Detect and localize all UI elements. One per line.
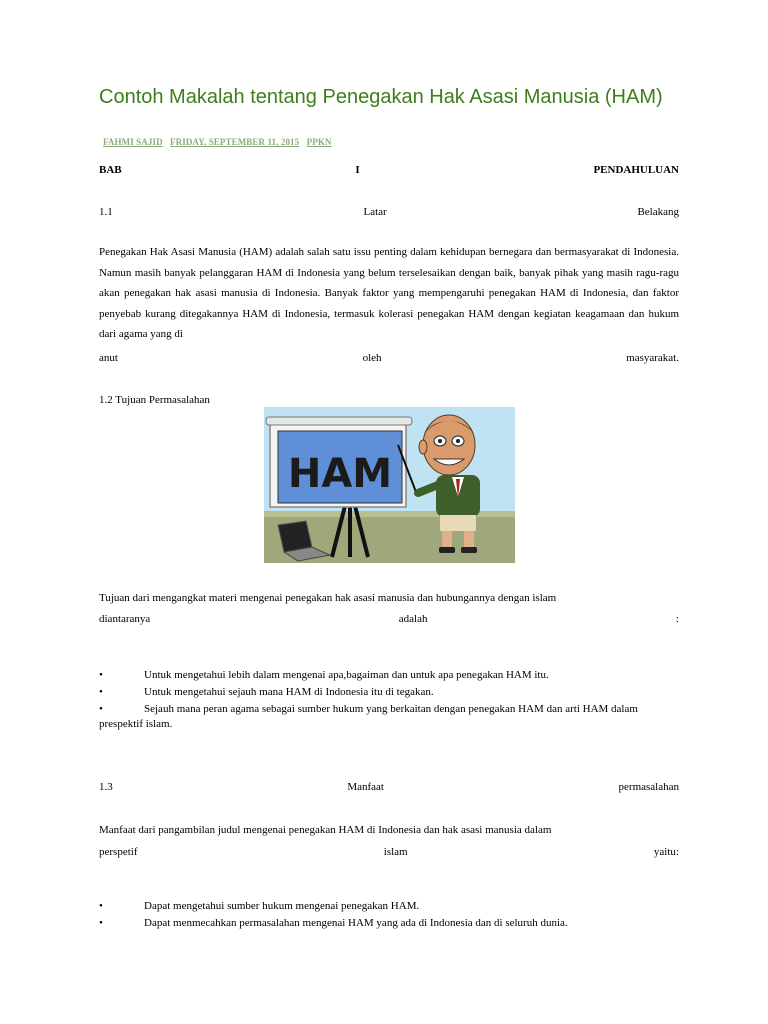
section-3-word-2: Manfaat <box>347 781 384 793</box>
paragraph-goal-last-line <box>99 612 679 626</box>
character-shoe-left <box>439 547 455 553</box>
section-1-word-1: 1.1 <box>99 206 113 218</box>
bullet-icon: • <box>99 685 103 698</box>
character-pupil-left <box>438 439 442 443</box>
bullet-icon: • <box>99 669 103 681</box>
list-item-text: Sejauh mana peran agama sebagai sumber hukum yang berkaitan dengan penegakan HAM dan arti HAM dalam prespektif islam. <box>99 702 638 730</box>
character-ear <box>419 440 427 454</box>
author-link[interactable]: FAHMI SAJID <box>103 137 163 147</box>
paragraph-goal-text: Tujuan dari mengangkat materi mengenai penegakan hak asasi manusia dan hubungannya dengan islam <box>99 592 557 604</box>
character-shoe-right <box>461 547 477 553</box>
post-meta <box>103 137 337 147</box>
board-text: HAM <box>287 451 393 497</box>
paragraph-benefit-last-line <box>99 845 679 859</box>
list-item-text: Dapat menmecahkan permasalahan mengenai HAM yang ada di Indonesia dan di seluruh dunia. <box>144 916 568 929</box>
benefit-bullet-list <box>99 899 679 933</box>
chapter-word-2: I <box>355 164 360 176</box>
goal-last-word-2: adalah <box>398 613 428 625</box>
list-item-text: Untuk mengetahui lebih dalam mengenai apa,bagaiman dan untuk apa penegakan HAM itu. <box>144 669 549 681</box>
character-leg-right <box>464 531 474 549</box>
section-heading-1-1 <box>99 205 679 219</box>
date-link[interactable]: FRIDAY, SEPTEMBER 11, 2015 <box>170 137 300 147</box>
goal-last-word-1: diantaranya <box>99 613 151 625</box>
character-shorts <box>440 515 476 531</box>
last-word-1: anut <box>99 352 118 364</box>
chapter-word-1: BAB <box>99 164 122 176</box>
section-1-word-3: Belakang <box>637 206 679 218</box>
list-item <box>99 899 679 914</box>
list-item <box>99 702 679 732</box>
chapter-word-3: PENDAHULUAN <box>593 164 679 176</box>
ham-illustration-svg <box>264 407 515 563</box>
paragraph-background-last-line <box>99 351 679 365</box>
list-item <box>99 685 679 700</box>
paragraph-goal <box>99 591 679 605</box>
chapter-heading <box>99 163 679 177</box>
section-3-word-3: permasalahan <box>618 781 679 793</box>
bullet-icon: • <box>99 702 103 715</box>
paragraph-benefit-text: Manfaat dari pangambilan judul mengenai penegakan HAM di Indonesia dan hak asasi manusia dalam <box>99 824 552 836</box>
goal-last-word-3: : <box>675 613 679 625</box>
benefit-last-word-3: yaitu: <box>653 846 679 858</box>
section-heading-1-2: 1.2 Tujuan Permasalahan <box>99 394 210 406</box>
bullet-icon: • <box>99 900 103 912</box>
goal-bullet-list <box>99 668 679 733</box>
list-item-text: Untuk mengetahui sejauh mana HAM di Indonesia itu di tegakan. <box>144 685 434 698</box>
list-item-text: Dapat mengetahui sumber hukum mengenai penegakan HAM. <box>144 900 420 912</box>
category-link[interactable]: PPKN <box>306 137 332 147</box>
character-leg-left <box>442 531 452 549</box>
character-pupil-right <box>456 439 460 443</box>
whiteboard-roller <box>266 417 412 425</box>
benefit-last-word-1: perspetif <box>99 846 138 858</box>
paragraph-benefit <box>99 823 679 837</box>
ham-illustration <box>264 407 515 563</box>
list-item <box>99 668 679 683</box>
section-3-word-1: 1.3 <box>99 781 113 793</box>
character-head <box>423 415 475 475</box>
bullet-icon: • <box>99 916 103 929</box>
section-1-word-2: Latar <box>363 206 387 218</box>
paragraph-background: Penegakan Hak Asasi Manusia (HAM) adalah salah satu issu penting dalam kehidupan bernegara dan bermasyarakat di Indonesia. Namun masih banyak pelanggaran HAM di Indonesia yang belum terselesaikan dengan baik, banyak pihak yang masih ragu-ragu akan penegakan hak asasi manusia di Indonesia. Banyak faktor yang mempengaruhi penegakan HAM di Indonesia, dan faktor penyebab kurang ditegakannya HAM di Indonesia, termasuk kolerasi penegakan HAM dengan kegiatan keagamaan dan hukum dari agama yang di <box>99 246 679 341</box>
section-heading-1-3 <box>99 780 679 794</box>
last-word-2: oleh <box>362 352 382 364</box>
benefit-last-word-2: islam <box>383 846 408 858</box>
article-title: Contoh Makalah tentang Penegakan Hak Asasi Manusia (HAM) <box>99 86 663 108</box>
last-word-3: masyarakat. <box>626 352 679 364</box>
list-item <box>99 916 679 931</box>
laptop-screen <box>278 521 312 552</box>
